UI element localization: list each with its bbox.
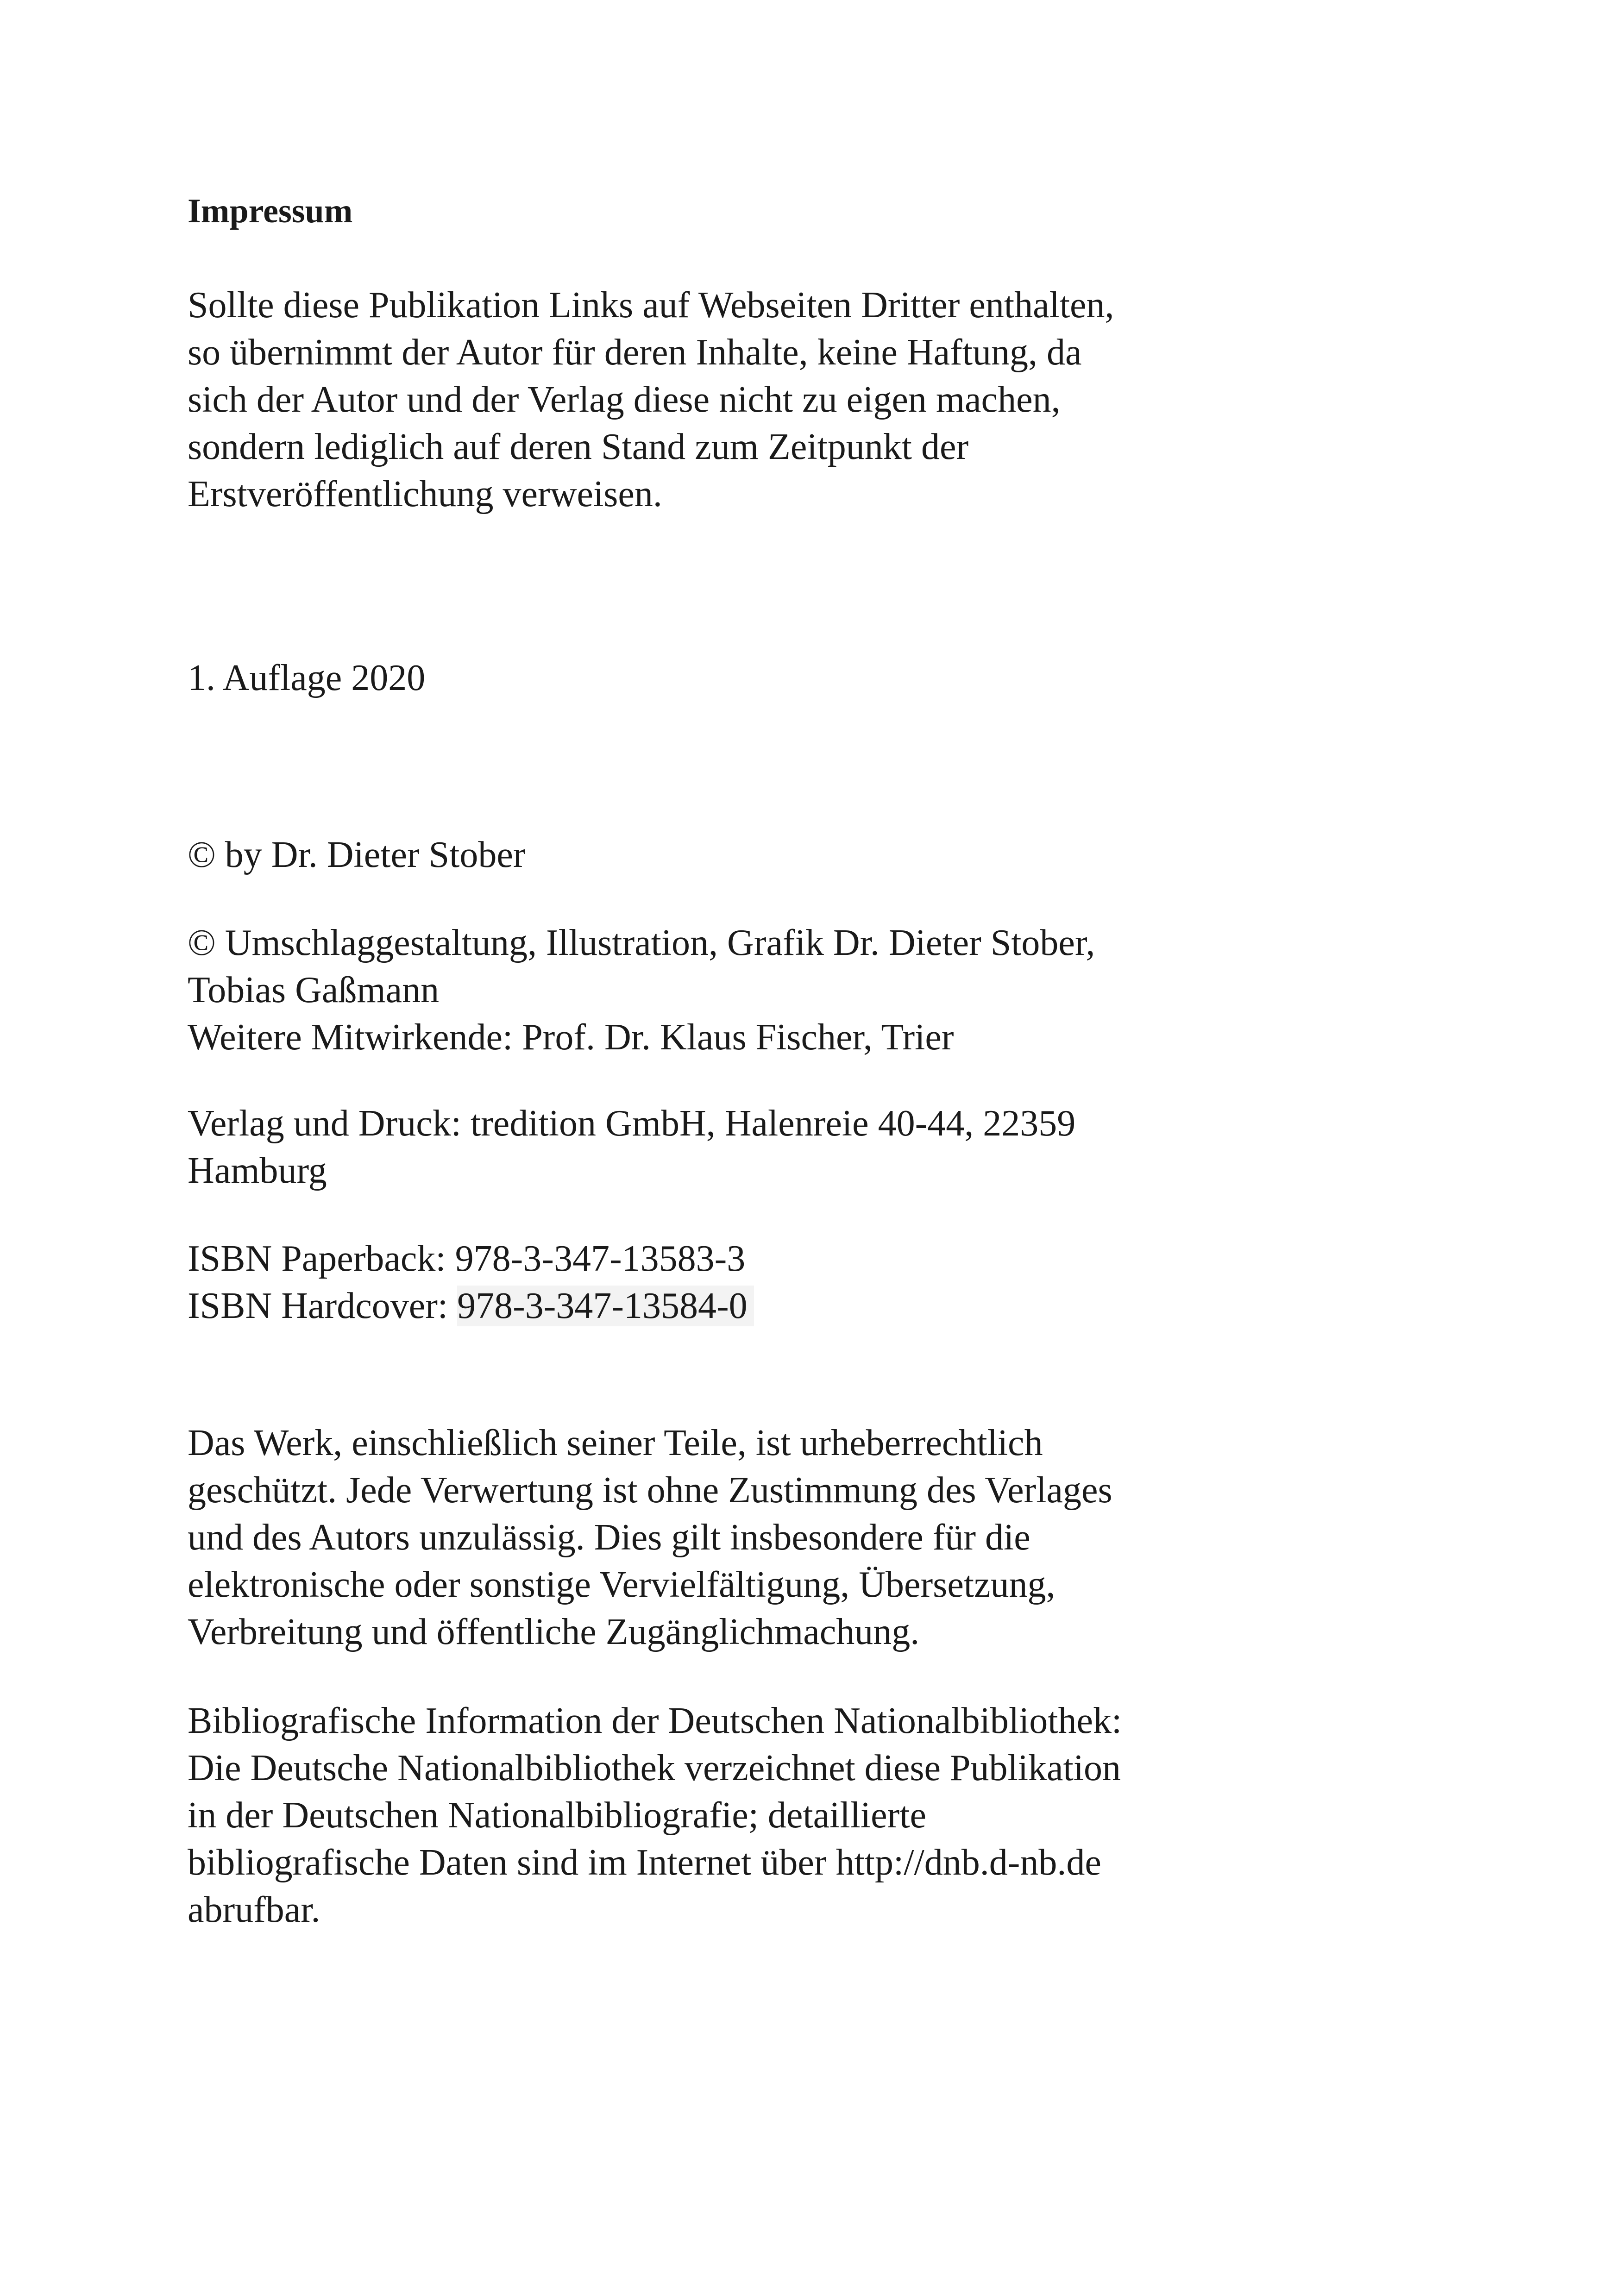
rights-paragraph <box>188 1419 1392 1656</box>
disclaimer-line: sich der Autor und der Verlag diese nicht zu eigen machen, <box>188 379 1061 420</box>
isbn-hardcover-number: 978-3-347-13584-0 <box>457 1286 754 1326</box>
copyright-author-text: © by Dr. Dieter Stober <box>188 834 526 875</box>
bibliography-line: bibliografische Daten sind im Internet über http://dnb.d-nb.de <box>188 1842 1101 1883</box>
bibliography-line: Die Deutsche Nationalbibliothek verzeichnet diese Publikation <box>188 1748 1121 1788</box>
publisher-paragraph <box>188 1100 1392 1194</box>
publisher-line: Verlag und Druck: tredition GmbH, Halenreie 40-44, 22359 <box>188 1103 1076 1144</box>
rights-line: und des Autors unzulässig. Dies gilt insbesondere für die <box>188 1517 1030 1558</box>
bibliography-paragraph <box>188 1697 1392 1933</box>
credits-paragraph <box>188 919 1392 1061</box>
edition-paragraph <box>188 654 1392 702</box>
disclaimer-paragraph <box>188 282 1392 518</box>
disclaimer-line: sondern lediglich auf deren Stand zum Zeitpunkt der <box>188 427 969 467</box>
isbn-hardcover-label: ISBN Hardcover: <box>188 1286 458 1326</box>
page-heading <box>188 188 1392 235</box>
bibliography-line: in der Deutschen Nationalbibliografie; detaillierte <box>188 1795 926 1836</box>
bibliography-line: abrufbar. <box>188 1889 320 1930</box>
rights-line: geschützt. Jede Verwertung ist ohne Zustimmung des Verlages <box>188 1470 1112 1511</box>
disclaimer-line: so übernimmt der Autor für deren Inhalte, keine Haftung, da <box>188 332 1082 373</box>
credits-line: Tobias Gaßmann <box>188 970 440 1010</box>
isbn-paragraph <box>188 1235 1392 1330</box>
disclaimer-line: Erstveröffentlichung verweisen. <box>188 474 662 514</box>
bibliography-line: Bibliografische Information der Deutschen Nationalbibliothek: <box>188 1700 1122 1741</box>
rights-line: Verbreitung und öffentliche Zugänglichmachung. <box>188 1612 920 1652</box>
credits-line: Weitere Mitwirkende: Prof. Dr. Klaus Fischer, Trier <box>188 1017 954 1058</box>
rights-line: elektronische oder sonstige Vervielfältigung, Übersetzung, <box>188 1564 1056 1605</box>
edition-text: 1. Auflage 2020 <box>188 658 426 698</box>
isbn-hardcover <box>188 1282 1392 1330</box>
isbn-paperback: ISBN Paperback: 978-3-347-13583-3 <box>188 1238 746 1279</box>
heading-text: Impressum <box>188 192 353 230</box>
publisher-line: Hamburg <box>188 1150 327 1191</box>
rights-line: Das Werk, einschließlich seiner Teile, ist urheberrechtlich <box>188 1423 1043 1463</box>
credits-line: © Umschlaggestaltung, Illustration, Grafik Dr. Dieter Stober, <box>188 922 1095 963</box>
copyright-paragraph <box>188 831 1392 878</box>
disclaimer-line: Sollte diese Publikation Links auf Webseiten Dritter enthalten, <box>188 285 1114 326</box>
